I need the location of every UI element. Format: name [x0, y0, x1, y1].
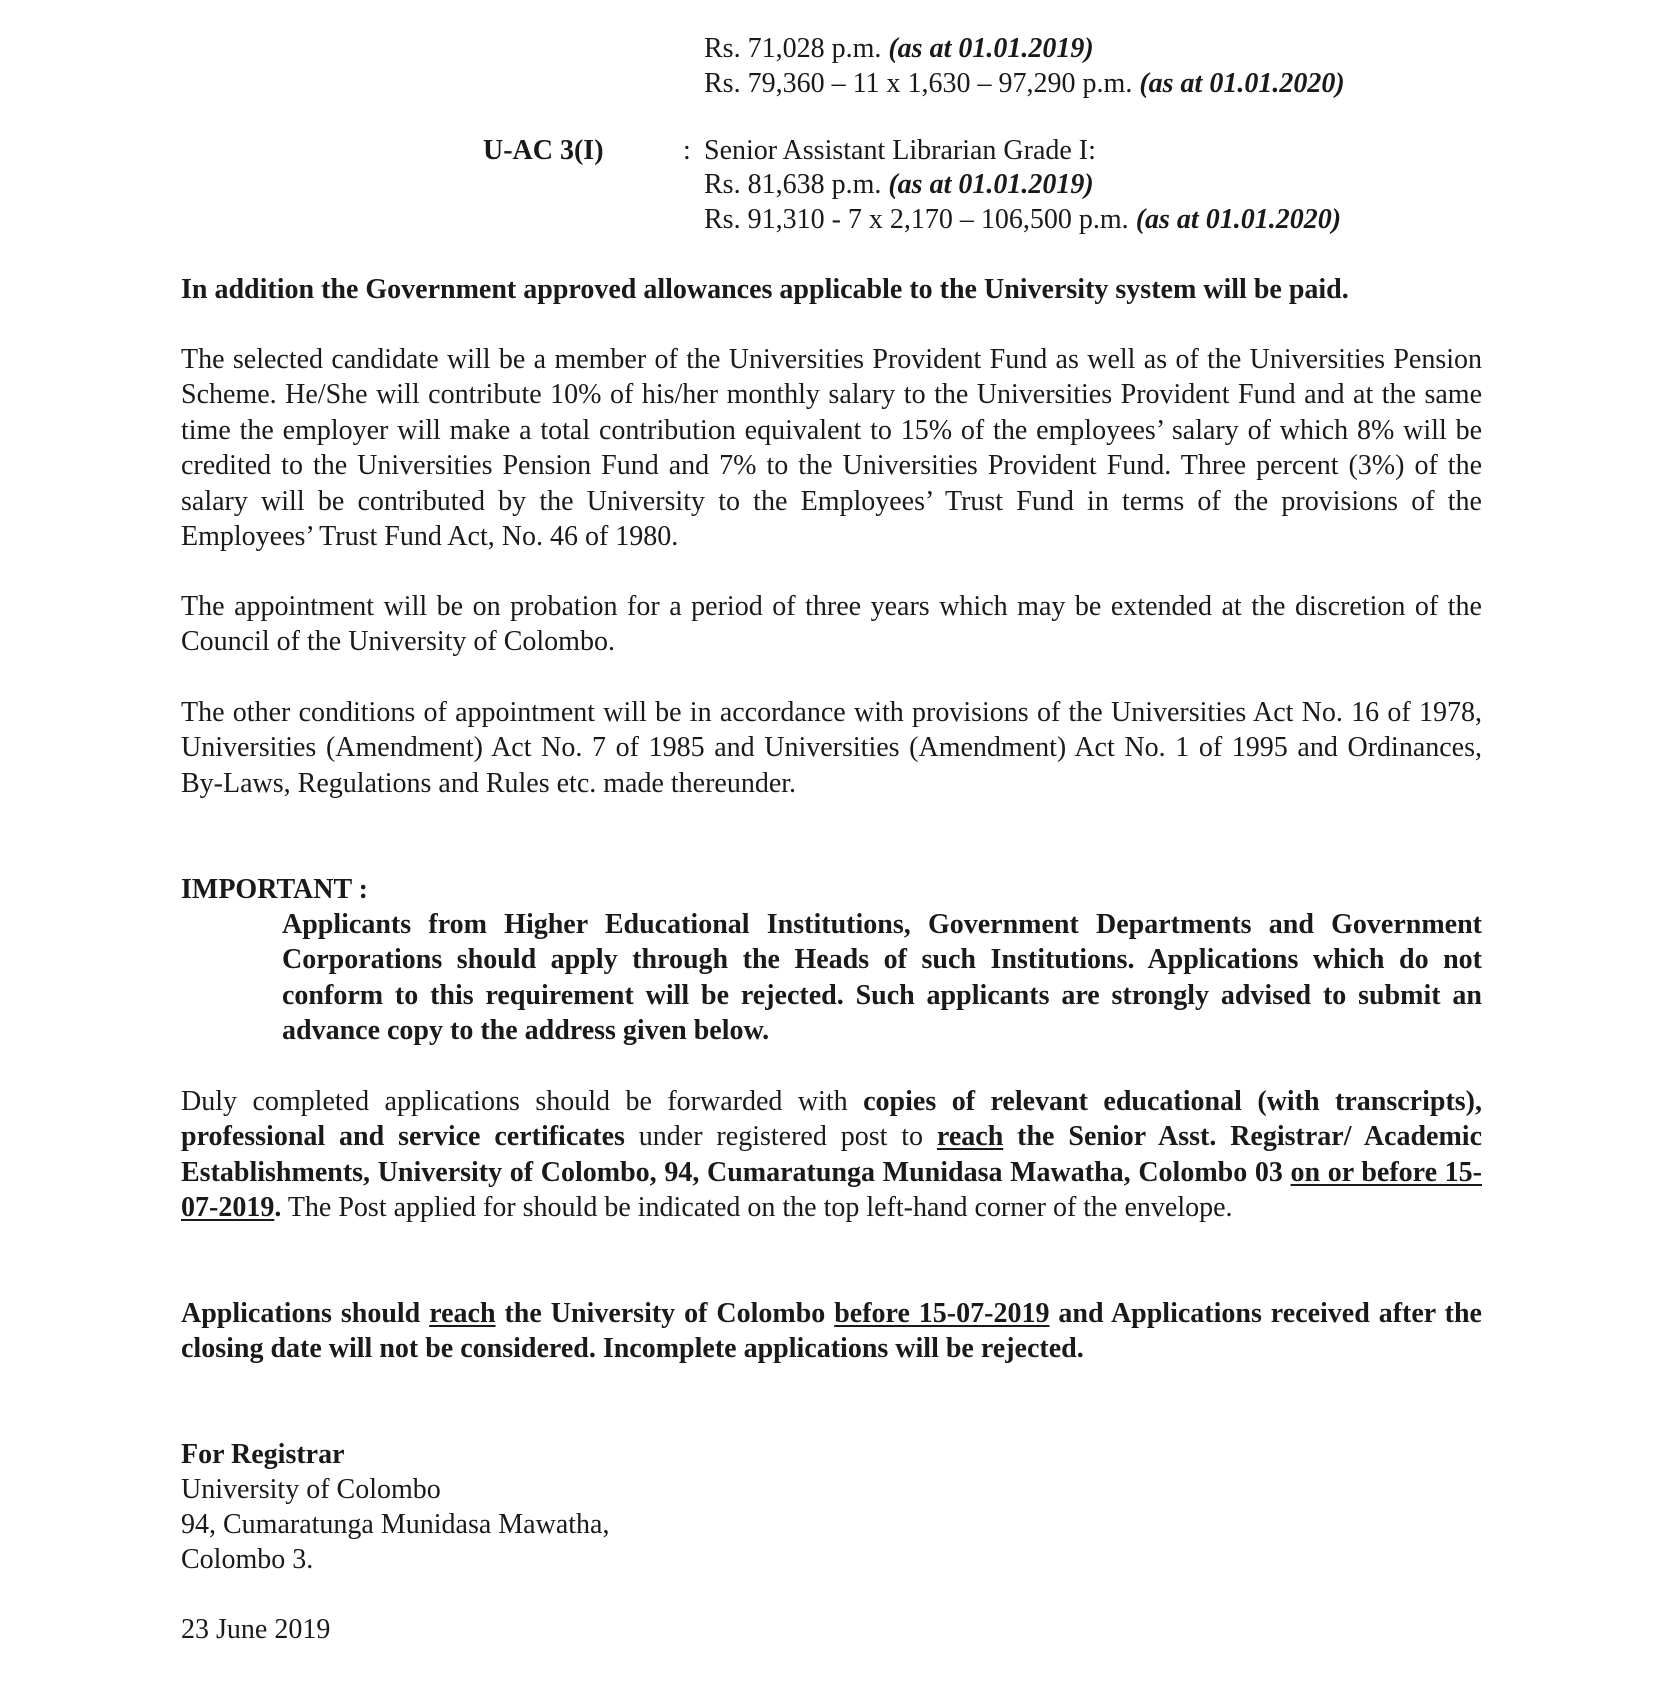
salary-effective-date: (as at 01.01.2019) [888, 169, 1094, 200]
submission-paragraph [181, 1084, 1482, 1226]
salary-line-1 [704, 31, 1094, 66]
salary-effective-date: (as at 01.01.2019) [888, 33, 1094, 64]
probation-paragraph: The appointment will be on probation for a period of three years which may be extended at the discretion of the Council of the University of Colombo. [181, 591, 1482, 658]
salary-line-2 [704, 66, 1345, 101]
signature-for: For Registrar [181, 1439, 345, 1470]
important-heading: IMPORTANT : [181, 874, 368, 905]
reach-emphasis: reach [936, 1121, 1004, 1153]
submission-deadline: on or before 15-07-2019 [181, 1156, 1482, 1224]
document-date: 23 June 2019 [181, 1614, 331, 1645]
deadline-text: Applications should [181, 1298, 430, 1329]
salary-effective-date: (as at 01.01.2020) [1135, 204, 1342, 235]
grade-salary-line-2 [704, 202, 1341, 237]
salary-scale: Rs. 91,310 - 7 x 2,170 – 106,500 p.m. [704, 204, 1136, 235]
signature-street: 94, Cumaratunga Munidasa Mawatha, [181, 1509, 610, 1540]
submission-text: The Post applied for should be indicated on the top left-hand corner of the envelope. [281, 1192, 1233, 1224]
submission-text: under registered post to [624, 1121, 937, 1153]
submission-address: the Senior Asst. Registrar/ Academic Establishments, University of Colombo, 94, Cumaratunga Munidasa Mawatha, Colombo 03 [181, 1121, 1482, 1188]
signature-city: Colombo 3. [181, 1544, 314, 1575]
deadline-text: and Applications received after the closing date will not be considered. Incomplete applications will be rejected. [181, 1298, 1482, 1365]
grade-title: Senior Assistant Librarian Grade I: [704, 135, 1096, 166]
important-notice: Applicants from Higher Educational Institutions, Government Departments and Government Corporations should apply through the Heads of such Institutions. Applications which do not conform to this requirement will be rejected. Such applicants are strongly advised to submit an advance copy to the address given below. [282, 909, 1482, 1047]
salary-effective-date: (as at 01.01.2020) [1139, 68, 1345, 99]
provident-fund-paragraph: The selected candidate will be a member of the Universities Provident Fund as well as of the Universities Pension Scheme. He/She will contribute 10% of his/her monthly salary to the Universities Provident Fund and at the same time the employer will make a total contribution equivalent to 15% of the employees’ salary of which 8% will be credited to the Universities Pension Fund and 7% to the Universities Provident Fund. Three percent (3%) of the salary will be contributed by the University to the Employees’ Trust Fund in terms of the provisions of the Employees’ Trust Fund Act, No. 46 of 1980. [181, 344, 1482, 553]
grade-code: U-AC 3(I) [483, 135, 604, 166]
submission-text: Duly completed applications should be forwarded with [181, 1086, 864, 1117]
reach-emphasis: reach [429, 1298, 496, 1329]
deadline-paragraph [181, 1296, 1482, 1367]
grade-colon: : [683, 135, 691, 166]
required-documents: copies of relevant educational (with transcripts), professional and service certificates [181, 1086, 1482, 1153]
allowances-note: In addition the Government approved allowances applicable to the University system will be paid. [181, 274, 1349, 305]
deadline-text: the University of Colombo [495, 1298, 835, 1329]
submission-period: . [274, 1192, 282, 1224]
signature-org: University of Colombo [181, 1474, 441, 1505]
conditions-paragraph: The other conditions of appointment will be in accordance with provisions of the Universities Act No. 16 of 1978, Universities (Amendment) Act No. 7 of 1985 and Universities (Amendment) Act No. 1 of 1995 and Ordinances, By-Laws, Regulations and Rules etc. made thereunder. [181, 697, 1482, 799]
closing-date: before 15-07-2019 [834, 1298, 1050, 1329]
salary-scale: Rs. 79,360 – 11 x 1,630 – 97,290 p.m. [704, 68, 1140, 99]
salary-amount: Rs. 81,638 p.m. [704, 169, 889, 200]
grade-salary-line-1 [704, 167, 1094, 202]
salary-amount: Rs. 71,028 p.m. [704, 33, 889, 64]
